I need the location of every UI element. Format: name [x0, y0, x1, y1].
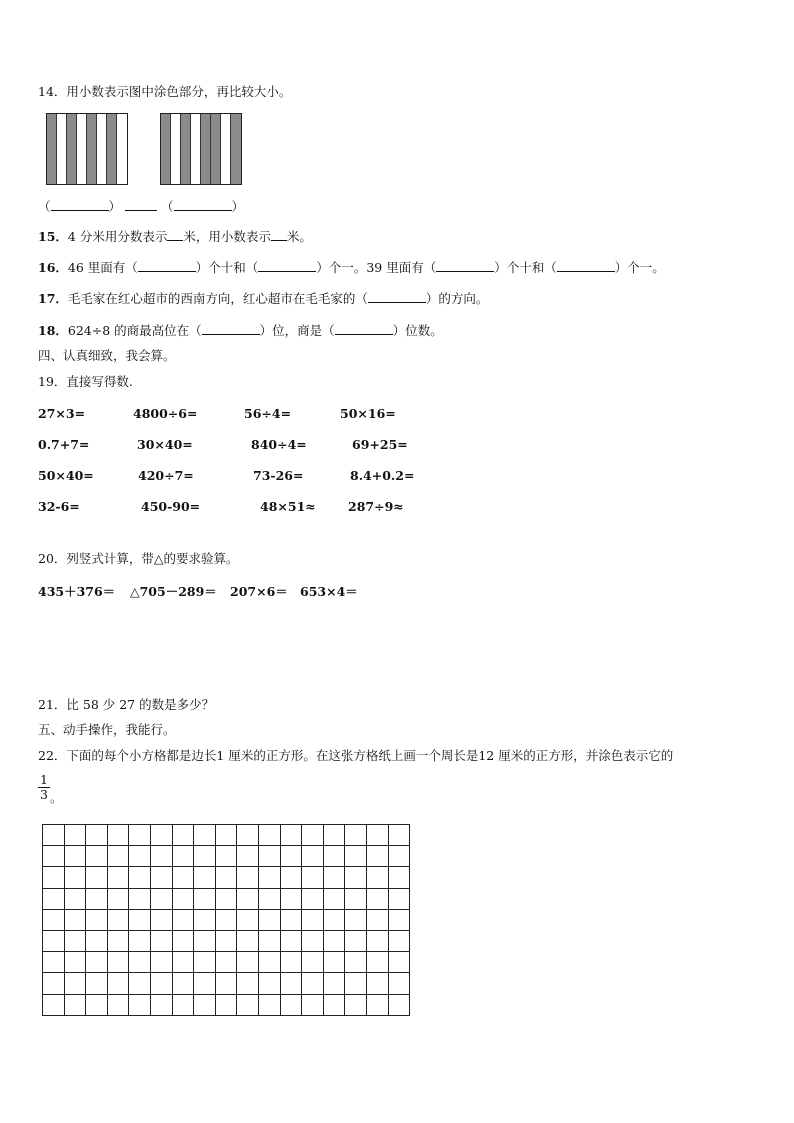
grid-cell[interactable]: [86, 825, 108, 846]
grid-cell[interactable]: [280, 973, 302, 994]
grid-cell[interactable]: [302, 909, 324, 930]
q15-blank-1[interactable]: [167, 230, 183, 241]
grid-cell[interactable]: [237, 930, 259, 951]
grid-cell[interactable]: [150, 846, 172, 867]
grid-cell[interactable]: [172, 825, 194, 846]
grid-cell[interactable]: [129, 973, 151, 994]
grid-cell[interactable]: [258, 952, 280, 973]
grid-cell[interactable]: [129, 867, 151, 888]
calc-item: 4800÷6=: [133, 406, 198, 421]
section-4-heading: 四、认真细致，我会算。: [38, 348, 176, 363]
q16-blank-3[interactable]: [436, 261, 494, 272]
grid-cell[interactable]: [280, 825, 302, 846]
q21-text: 21．比 58 少 27 的数是多少？: [38, 697, 215, 712]
q20-title: 20．列竖式计算，带△的要求验算。: [38, 551, 239, 566]
grid-cell[interactable]: [150, 867, 172, 888]
figure-strip: [171, 114, 181, 184]
grid-cell[interactable]: [64, 994, 86, 1015]
answer-blank-1[interactable]: [51, 200, 109, 211]
grid-cell[interactable]: [150, 888, 172, 909]
grid-cell[interactable]: [172, 867, 194, 888]
grid-cell[interactable]: [172, 846, 194, 867]
grid-cell[interactable]: [172, 994, 194, 1015]
grid-cell[interactable]: [366, 867, 388, 888]
grid-cell[interactable]: [323, 867, 345, 888]
grid-row: [43, 952, 410, 973]
calc-item: 50×40=: [38, 468, 94, 483]
grid-cell[interactable]: [345, 825, 367, 846]
grid-cell[interactable]: [388, 994, 410, 1015]
figure-strip: [191, 114, 201, 184]
grid-cell[interactable]: [64, 973, 86, 994]
grid-cell[interactable]: [237, 846, 259, 867]
grid-cell[interactable]: [388, 952, 410, 973]
calc-item: 30×40=: [137, 437, 193, 452]
figure-strip: [97, 114, 107, 184]
grid-cell[interactable]: [107, 825, 129, 846]
calc-item: 56÷4=: [244, 406, 292, 421]
figure-strip: [67, 114, 77, 184]
q16-blank-1[interactable]: [138, 261, 196, 272]
grid-cell[interactable]: [194, 909, 216, 930]
vertical-calc-item: 207×6＝: [230, 584, 288, 599]
grid-cell[interactable]: [64, 825, 86, 846]
grid-cell[interactable]: [150, 973, 172, 994]
grid-cell[interactable]: [107, 952, 129, 973]
figure-strip: [57, 114, 67, 184]
grid-row: [43, 846, 410, 867]
grid-cell[interactable]: [64, 888, 86, 909]
grid-cell[interactable]: [129, 930, 151, 951]
q18-blank-1[interactable]: [202, 324, 260, 335]
fraction-numerator: 1: [38, 773, 50, 788]
vertical-calc-item: △705－289＝: [130, 584, 217, 599]
grid-cell[interactable]: [86, 867, 108, 888]
grid-row: [43, 930, 410, 951]
grid-cell[interactable]: [366, 846, 388, 867]
figure-strip: [231, 114, 241, 184]
grid-cell[interactable]: [280, 909, 302, 930]
calc-item: 48×51≈: [260, 499, 316, 514]
grid-cell[interactable]: [215, 952, 237, 973]
q18-blank-2[interactable]: [335, 324, 393, 335]
grid-cell[interactable]: [237, 994, 259, 1015]
grid-cell[interactable]: [366, 909, 388, 930]
compare-blank[interactable]: [125, 200, 157, 211]
grid-cell[interactable]: [43, 888, 65, 909]
grid-cell[interactable]: [150, 909, 172, 930]
shaded-figure-2: [160, 113, 242, 185]
q17-text: 17．毛毛家在红心超市的西南方向，红心超市在毛毛家的（ ）的方向。: [38, 291, 489, 306]
grid-cell[interactable]: [302, 867, 324, 888]
grid-row: [43, 973, 410, 994]
grid-cell[interactable]: [280, 952, 302, 973]
square-grid[interactable]: [42, 824, 410, 1016]
grid-cell[interactable]: [258, 909, 280, 930]
section-5-heading: 五、动手操作，我能行。: [38, 722, 176, 737]
q16-text: 16．46 里面有（ ）个十和（ ）个一。39 里面有（ ）个十和（ ）个一。: [38, 260, 665, 275]
grid-cell[interactable]: [302, 952, 324, 973]
grid-cell[interactable]: [194, 930, 216, 951]
grid-cell[interactable]: [172, 930, 194, 951]
vertical-calc-item: 435＋376＝: [38, 584, 116, 599]
grid-cell[interactable]: [345, 909, 367, 930]
grid-cell[interactable]: [258, 930, 280, 951]
grid-cell[interactable]: [388, 909, 410, 930]
grid-cell[interactable]: [129, 888, 151, 909]
grid-cell[interactable]: [237, 825, 259, 846]
calc-item: 840÷4=: [251, 437, 307, 452]
grid-cell[interactable]: [43, 825, 65, 846]
grid-cell[interactable]: [258, 973, 280, 994]
grid-cell[interactable]: [366, 994, 388, 1015]
grid-cell[interactable]: [237, 867, 259, 888]
grid-cell[interactable]: [280, 867, 302, 888]
grid-cell[interactable]: [388, 973, 410, 994]
grid-cell[interactable]: [86, 952, 108, 973]
grid-cell[interactable]: [194, 994, 216, 1015]
grid-cell[interactable]: [194, 846, 216, 867]
calc-item: 287÷9≈: [348, 499, 404, 514]
grid-cell[interactable]: [43, 994, 65, 1015]
calc-item: 0.7+7=: [38, 437, 90, 452]
grid-cell[interactable]: [345, 867, 367, 888]
grid-cell[interactable]: [86, 846, 108, 867]
grid-cell[interactable]: [107, 888, 129, 909]
q15-text: 15．4 分米用分数表示 米，用小数表示 米。: [38, 229, 312, 244]
q14-text: 14．用小数表示图中涂色部分，再比较大小。: [38, 84, 292, 99]
figure-strip: [77, 114, 87, 184]
grid-cell[interactable]: [323, 846, 345, 867]
grid-cell[interactable]: [237, 973, 259, 994]
vertical-calc-item: 653×4＝: [300, 584, 358, 599]
grid-cell[interactable]: [237, 909, 259, 930]
grid-cell[interactable]: [345, 930, 367, 951]
answer-blank-2[interactable]: [174, 200, 232, 211]
grid-cell[interactable]: [43, 973, 65, 994]
figure-strip: [211, 114, 221, 184]
grid-cell[interactable]: [323, 973, 345, 994]
figure-strip: [107, 114, 117, 184]
grid-cell[interactable]: [86, 973, 108, 994]
grid-cell[interactable]: [323, 952, 345, 973]
q15-blank-2[interactable]: [271, 230, 287, 241]
grid-cell[interactable]: [172, 952, 194, 973]
grid-row: [43, 994, 410, 1015]
grid-cell[interactable]: [86, 909, 108, 930]
grid-cell[interactable]: [323, 930, 345, 951]
grid-cell[interactable]: [215, 930, 237, 951]
grid-cell[interactable]: [107, 930, 129, 951]
grid-cell[interactable]: [302, 994, 324, 1015]
calc-item: 73-26=: [253, 468, 304, 483]
grid-cell[interactable]: [107, 867, 129, 888]
grid-cell[interactable]: [388, 930, 410, 951]
grid-cell[interactable]: [172, 888, 194, 909]
grid-cell[interactable]: [323, 825, 345, 846]
grid-cell[interactable]: [323, 888, 345, 909]
grid-cell[interactable]: [194, 973, 216, 994]
calc-item: 69+25=: [352, 437, 408, 452]
shaded-figure-1: [46, 113, 128, 185]
grid-cell[interactable]: [323, 994, 345, 1015]
calc-item: 420÷7=: [138, 468, 194, 483]
grid-cell[interactable]: [280, 888, 302, 909]
grid-cell[interactable]: [43, 952, 65, 973]
grid-cell[interactable]: [86, 888, 108, 909]
grid-cell[interactable]: [345, 846, 367, 867]
grid-cell[interactable]: [215, 909, 237, 930]
grid-cell[interactable]: [43, 846, 65, 867]
grid-cell[interactable]: [302, 930, 324, 951]
q19-title: 19．直接写得数.: [38, 374, 133, 389]
fraction: [38, 773, 50, 802]
grid-cell[interactable]: [302, 846, 324, 867]
grid-cell[interactable]: [215, 973, 237, 994]
grid-cell[interactable]: [215, 846, 237, 867]
grid-cell[interactable]: [388, 846, 410, 867]
grid-cell[interactable]: [258, 867, 280, 888]
calc-item: 32-6=: [38, 499, 80, 514]
figure-strip: [87, 114, 97, 184]
grid-cell[interactable]: [64, 909, 86, 930]
grid-cell[interactable]: [64, 867, 86, 888]
grid-cell[interactable]: [258, 846, 280, 867]
grid-cell[interactable]: [237, 952, 259, 973]
grid-cell[interactable]: [215, 825, 237, 846]
q17-blank[interactable]: [368, 292, 426, 303]
grid-cell[interactable]: [280, 994, 302, 1015]
grid-cell[interactable]: [237, 888, 259, 909]
grid-cell[interactable]: [258, 888, 280, 909]
grid-cell[interactable]: [150, 930, 172, 951]
grid-cell[interactable]: [258, 994, 280, 1015]
grid-cell[interactable]: [64, 846, 86, 867]
figure-strip: [47, 114, 57, 184]
grid-cell[interactable]: [366, 888, 388, 909]
grid-cell[interactable]: [64, 952, 86, 973]
grid-cell[interactable]: [129, 825, 151, 846]
grid-row: [43, 888, 410, 909]
grid-cell[interactable]: [107, 846, 129, 867]
grid-cell[interactable]: [302, 973, 324, 994]
figure-strip: [181, 114, 191, 184]
q18-text: 18．624÷8 的商最高位在（ ）位，商是（ ）位数。: [38, 323, 443, 338]
grid-cell[interactable]: [150, 994, 172, 1015]
grid-cell[interactable]: [366, 973, 388, 994]
fraction-denominator: 3: [40, 787, 48, 802]
grid-cell[interactable]: [150, 952, 172, 973]
grid-cell[interactable]: [280, 846, 302, 867]
calc-item: 8.4+0.2=: [350, 468, 415, 483]
figure-strip: [117, 114, 127, 184]
figure-strip: [221, 114, 231, 184]
grid-cell[interactable]: [388, 867, 410, 888]
grid-cell[interactable]: [215, 867, 237, 888]
grid-cell[interactable]: [258, 825, 280, 846]
grid-cell[interactable]: [129, 909, 151, 930]
grid-row: [43, 825, 410, 846]
q22-tail: 。: [50, 790, 63, 805]
grid-cell[interactable]: [194, 825, 216, 846]
grid-cell[interactable]: [345, 952, 367, 973]
grid-cell[interactable]: [366, 825, 388, 846]
grid-cell[interactable]: [280, 930, 302, 951]
grid-cell[interactable]: [345, 888, 367, 909]
grid-cell[interactable]: [86, 930, 108, 951]
grid-cell[interactable]: [150, 825, 172, 846]
grid-row: [43, 867, 410, 888]
grid-cell[interactable]: [107, 973, 129, 994]
q16-blank-2[interactable]: [258, 261, 316, 272]
grid-cell[interactable]: [86, 994, 108, 1015]
grid-cell[interactable]: [64, 930, 86, 951]
grid-cell[interactable]: [366, 952, 388, 973]
grid-cell[interactable]: [215, 888, 237, 909]
grid-cell[interactable]: [302, 825, 324, 846]
grid-cell[interactable]: [302, 888, 324, 909]
calc-item: 450-90=: [141, 499, 201, 514]
q14-answer-line: （ ） （ ）: [38, 199, 245, 214]
q22-text: 22．下面的每个小方格都是边长1 厘米的正方形。在这张方格纸上画一个周长是12 厘米的正方形，并涂色表示它的: [38, 748, 674, 763]
grid-cell[interactable]: [129, 994, 151, 1015]
figure-strip: [161, 114, 171, 184]
grid-cell[interactable]: [215, 994, 237, 1015]
grid-cell[interactable]: [107, 909, 129, 930]
grid-cell[interactable]: [43, 930, 65, 951]
grid-cell[interactable]: [345, 973, 367, 994]
grid-cell[interactable]: [43, 909, 65, 930]
grid-cell[interactable]: [388, 825, 410, 846]
grid-cell[interactable]: [323, 909, 345, 930]
grid-cell[interactable]: [129, 846, 151, 867]
grid-cell[interactable]: [43, 867, 65, 888]
grid-cell[interactable]: [194, 952, 216, 973]
grid-cell[interactable]: [172, 973, 194, 994]
q16-blank-4[interactable]: [557, 261, 615, 272]
grid-cell[interactable]: [366, 930, 388, 951]
grid-cell[interactable]: [194, 867, 216, 888]
grid-cell[interactable]: [107, 994, 129, 1015]
grid-cell[interactable]: [129, 952, 151, 973]
grid-row: [43, 909, 410, 930]
grid-cell[interactable]: [172, 909, 194, 930]
grid-cell[interactable]: [194, 888, 216, 909]
grid-cell[interactable]: [388, 888, 410, 909]
calc-item: 27×3=: [38, 406, 86, 421]
figure-strip: [201, 114, 211, 184]
calc-item: 50×16=: [340, 406, 396, 421]
grid-cell[interactable]: [345, 994, 367, 1015]
